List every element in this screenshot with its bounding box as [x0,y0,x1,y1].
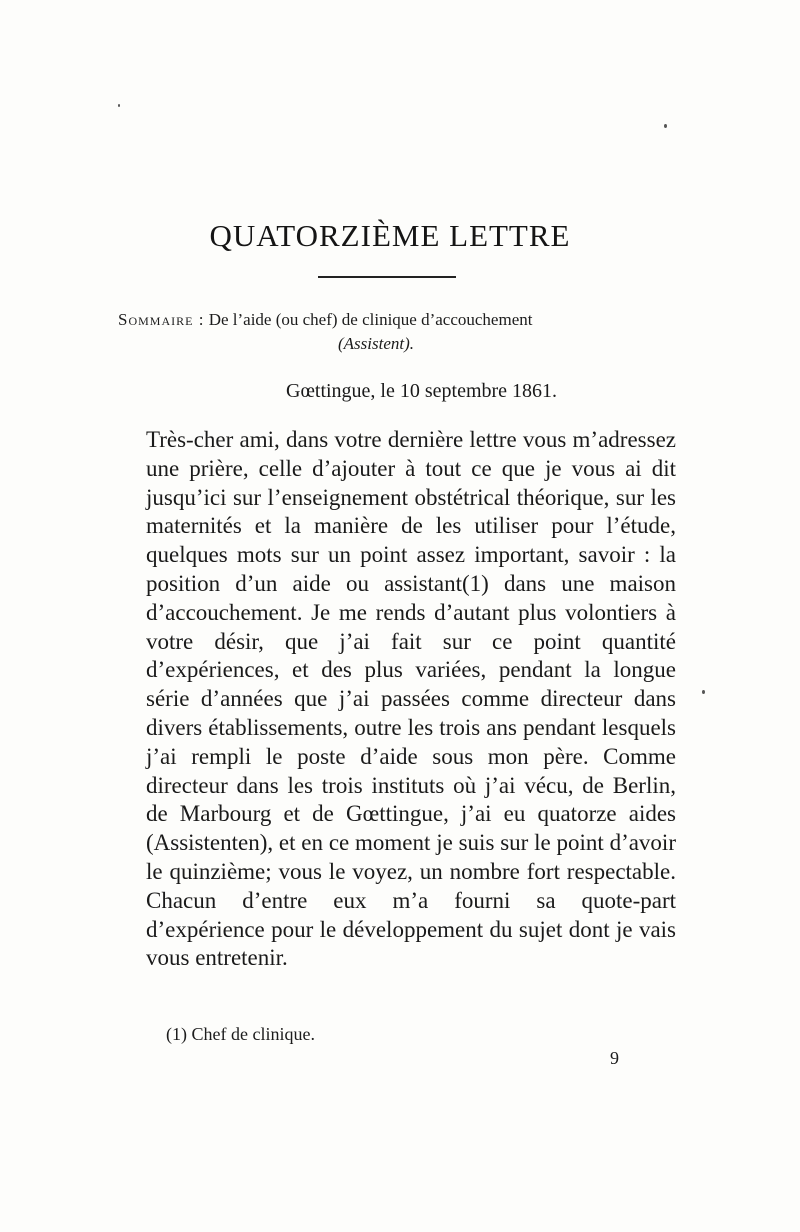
summary-label: Sommaire : [118,310,205,329]
summary [118,308,678,356]
dateline: Gœttingue, le 10 septembre 1861. [286,380,558,402]
ink-speck [118,104,120,107]
ink-speck [702,690,705,694]
footnote: (1) Chef de clinique. [166,1024,315,1044]
ink-speck [664,124,667,128]
summary-text-italic: (Assistent). [338,334,415,353]
summary-text: De l’aide (ou chef) de clinique d’accouchement [208,310,533,329]
letter-title: QUATORZIÈME LETTRE [209,218,571,253]
title-rule [318,276,456,278]
body-paragraph: Très-cher ami, dans votre dernière lettre vous m’adressez une prière, celle d’ajouter à tout ce que je vous ai dit jusqu’ici sur l’enseignement obstétrical théorique, sur les maternités et la manière de les utiliser pour l’étude, quelques mots sur un point assez important, savoir : la position d’un aide ou assistant(1) dans une maison d’accouchement. Je me rends d’autant plus volontiers à votre désir, que j’ai fait sur ce point quantité d’expériences, et des plus variées, pendant la longue série d’années que j’ai passées comme directeur dans divers établissements, outre les trois ans pendant lesquels j’ai rempli le poste d’aide sous mon père. Comme directeur dans les trois instituts où j’ai vécu, de Berlin, de Marbourg et de Gœttingue, j’ai eu quatorze aides (Assistenten), et en ce moment je suis sur le point d’avoir le quinzième; vous le voyez, un nombre fort respectable. Chacun d’entre eux m’a fourni sa quote-part d’expérience pour le développement du sujet dont je vais vous entretenir. [146,427,676,971]
page-number: 9 [610,1048,619,1068]
